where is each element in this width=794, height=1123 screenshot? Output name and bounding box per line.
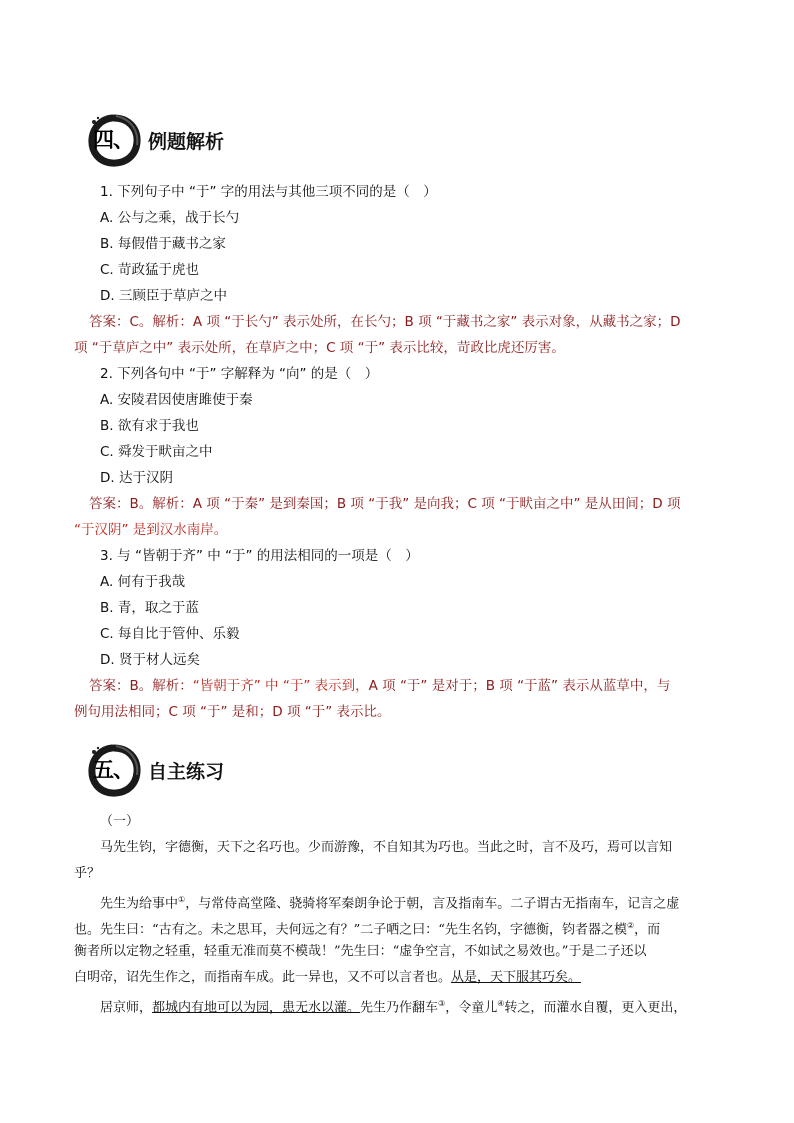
question-3-option-c: C. 每自比于管仲、乐毅 [100, 626, 240, 642]
passage-part-label: （一） [100, 814, 140, 829]
question-2-option-d: D. 达于汉阴 [100, 470, 173, 486]
question-3-option-a: A. 何有于我哉 [100, 574, 186, 590]
footnote-marker: ④ [497, 999, 505, 1008]
question-2-stem: 2. 下列各句中 “于” 字解释为 “向” 的是（ ） [100, 366, 379, 382]
passage-line [74, 968, 581, 988]
section-header-practice [86, 742, 386, 798]
passage-line [74, 916, 660, 940]
question-2-option-c: C. 舜发于畎亩之中 [100, 444, 213, 460]
question-1-answer-line-2: 项 “于草庐之中” 表示处所，在草庐之中；C 项 “于” 表示比较，苛政比虎还厉害。 [74, 340, 565, 356]
passage-line [100, 994, 686, 1018]
question-3-answer-line-1 [89, 676, 670, 696]
question-2-answer-line-2: “于汉阴” 是到汉水南岸。 [74, 522, 228, 538]
passage-text: 也。先生曰：“古有之。未之思耳，夫何远之有？”二子哂之曰：“先生名钧，字德衡，钧者器之模 [74, 922, 627, 938]
passage-text: ，而 [634, 922, 661, 938]
passage-line: 乎？ [74, 866, 101, 881]
question-2-answer-line-1: 答案：B。解析：A 项 “于秦” 是到秦国；B 项 “于我” 是向我；C 项 “于畎亩之中” 是从田间；D 项 [89, 496, 681, 512]
question-1-option-d: D. 三顾臣于草庐之中 [100, 288, 227, 304]
passage-text: 先生乃作翻车 [360, 1000, 439, 1016]
passage-text: ，令童儿 [445, 1000, 498, 1016]
passage-line: 衡者所以定物之轻重，轻重无准而莫不模哉！”先生曰：“虚争空言，不如试之易效也。”于是二子还以 [74, 944, 647, 959]
answer-quote: “皆朝于齐” 中 “于” 表示到， [192, 678, 369, 694]
passage-text: 先生为给事中 [100, 896, 179, 912]
answer-prefix: 答案：B。解析： [89, 678, 193, 694]
passage-text: 居京师， [100, 1000, 153, 1016]
section-header-examples [86, 112, 386, 168]
question-2-option-a: A. 安陵君因使唐雎使于秦 [100, 392, 253, 408]
question-3-stem: 3. 与 “皆朝于齐” 中 “于” 的用法相同的一项是（ ） [100, 548, 419, 564]
question-1-answer-line-1: 答案：C。解析：A 项 “于长勺” 表示处所，在长勺；B 项 “于藏书之家” 表示对象，从藏书之家；D [89, 314, 681, 330]
ink-circle-badge [86, 112, 142, 168]
question-2-option-b: B. 欲有求于我也 [100, 418, 199, 434]
question-3-option-b: B. 青，取之于蓝 [100, 600, 199, 616]
passage-line: 马先生钧，字德衡，天下之名巧也。少而游豫，不自知其为巧也。当此之时，言不及巧，焉可以言知 [100, 840, 673, 855]
section-title: 例题解析 [148, 131, 225, 153]
question-3-option-d: D. 贤于材人远矣 [100, 652, 200, 668]
question-1-stem: 1. 下列句子中 “于” 字的用法与其他三项不同的是（ ） [100, 184, 437, 200]
answer-rest: A 项 “于” 是对于；B 项 “于蓝” 表示从蓝草中，与 [368, 678, 671, 694]
passage-text: 转之，而灌水自覆，更入更出， [504, 1000, 687, 1016]
underlined-sentence: 从是，天下服其巧矣。 [451, 970, 582, 985]
question-1-option-b: B. 每假借于藏书之家 [100, 236, 226, 252]
section-title: 自主练习 [148, 761, 225, 783]
passage-text: 白明帝，诏先生作之，而指南车成。此一异也，又不可以言者也。 [74, 970, 452, 985]
question-1-option-a: A. 公与之乘，战于长勺 [100, 210, 240, 226]
question-1-option-c: C. 苛政猛于虎也 [100, 262, 200, 278]
footnote-marker: ③ [438, 999, 446, 1008]
underlined-sentence: 都城内有地可以为园，患无水以灌。 [152, 1000, 361, 1016]
section-number: 五、 [93, 757, 133, 782]
ink-circle-badge [86, 742, 142, 798]
footnote-marker: ① [178, 895, 186, 904]
passage-line [100, 890, 679, 914]
question-3-answer-line-2: 例句用法相同；C 项 “于” 是和；D 项 “于” 表示比。 [74, 704, 391, 720]
passage-text: ，与常侍高堂隆、骁骑将军秦朗争论于朝，言及指南车。二子谓古无指南车，记言之虚 [185, 896, 680, 912]
section-number: 四、 [93, 127, 133, 152]
footnote-marker: ② [626, 921, 635, 930]
